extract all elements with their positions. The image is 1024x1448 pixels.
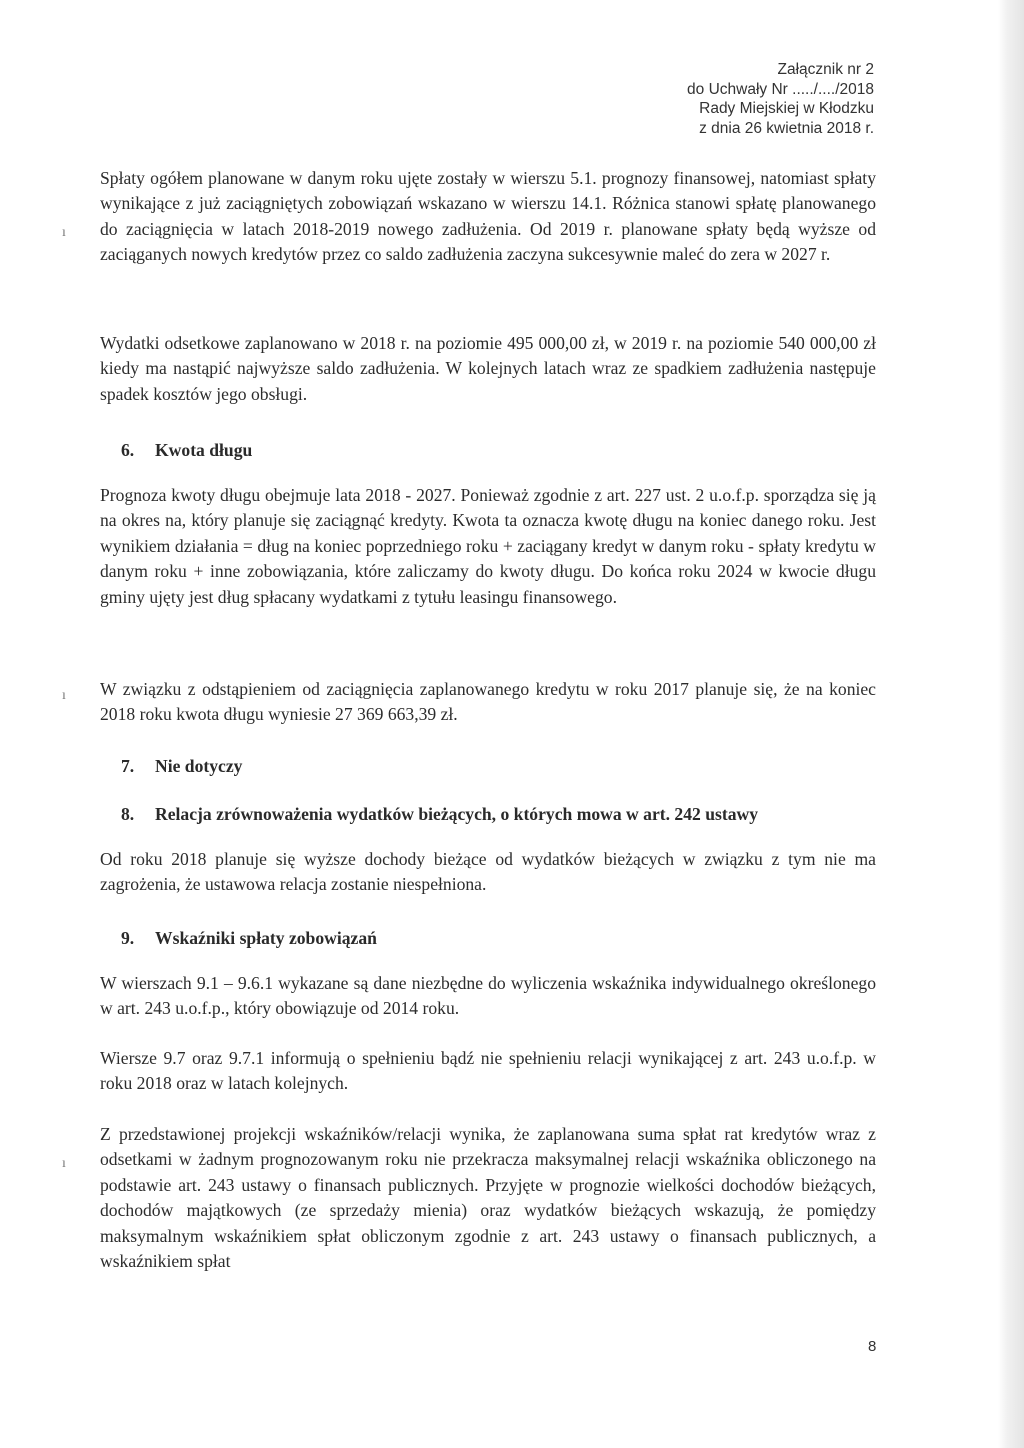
header-date: z dnia 26 kwietnia 2018 r. xyxy=(699,119,874,137)
section-title: Wskaźniki spłaty zobowiązań xyxy=(155,928,377,948)
section-number: 7. xyxy=(121,756,135,776)
paragraph-current-balance: Od roku 2018 planuje się wyższe dochody bieżące od wydatków bieżących w związku z tym nie ma zagrożenia, że ustawowa relacja zostanie niespełniona. xyxy=(100,849,876,895)
paragraph-rows-9-1: W wierszach 9.1 – 9.6.1 wykazane są dane niezbędne do wyliczenia wskaźnika indywidualnego określonego w art. 243 u.o.f.p., który obowiązuje od 2014 roku. xyxy=(100,973,876,1019)
section-heading-9 xyxy=(121,926,377,951)
section-title: Nie dotyczy xyxy=(155,756,243,776)
header-resolution-number: do Uchwały Nr ...../..../2018 xyxy=(687,80,874,98)
section-heading-6 xyxy=(121,438,252,463)
paragraph-rows-9-7: Wiersze 9.7 oraz 9.7.1 informują o spełnieniu bądź nie spełnieniu relacji wynikającej z art. 243 u.o.f.p. w roku 2018 oraz w latach kolejnych. xyxy=(100,1048,876,1094)
section-heading-8 xyxy=(121,802,758,827)
header-attachment-number: Załącznik nr 2 xyxy=(777,61,874,78)
scan-edge-shadow xyxy=(998,0,1024,1448)
page-number: 8 xyxy=(868,1338,877,1355)
paragraph-repayments: Spłaty ogółem planowane w danym roku ujęte zostały w wierszu 5.1. prognozy finansowej, natomiast spłaty wynikające z już zaciągniętych zobowiązań wskazano w wierszu 14.1. Różnica stanowi spłatę planowanego do zaciągnięcia w latach 2018-2019 nowego zadłużenia. Od 2019 r. planowane spłaty będą wyższe od zaciąganych nowych kredytów przez co saldo zadłużenia zaczyna sukcesywnie maleć do zera w 2027 r. xyxy=(100,168,876,265)
section-number: 8. xyxy=(121,804,135,824)
paragraph-debt-forecast: Prognoza kwoty długu obejmuje lata 2018 - 2027. Ponieważ zgodnie z art. 227 ust. 2 u.o.f.p. sporządza się ją na okres na, który planuje się zaciągnąć kredyty. Kwota ta oznacza kwotę długu na koniec danego roku. Jest wynikiem działania = dług na koniec poprzedniego roku + zaciągany kredyt w danym roku - spłaty kredytu w danym roku + inne zobowiązania, które zaliczamy do kwoty długu. Do końca roku 2024 w kwocie długu gminy ujęty jest dług spłacany wydatkami z tytułu leasingu finansowego. xyxy=(100,485,876,607)
scan-speck: ı xyxy=(62,688,66,703)
section-title: Relacja zrównoważenia wydatków bieżących, o których mowa w art. 242 ustawy xyxy=(155,804,758,824)
attachment-header xyxy=(687,60,874,138)
scan-speck: ı xyxy=(62,225,66,240)
paragraph-interest-expenses: Wydatki odsetkowe zaplanowano w 2018 r. na poziomie 495 000,00 zł, w 2019 r. na poziomie 540 000,00 zł kiedy ma nastąpić najwyższe saldo zadłużenia. W kolejnych latach wraz ze spadkiem zadłużenia następuje spadek kosztów jego obsługi. xyxy=(100,333,876,404)
section-heading-7 xyxy=(121,754,242,779)
scan-speck: ı xyxy=(62,1156,66,1171)
section-title: Kwota długu xyxy=(155,440,253,460)
section-number: 9. xyxy=(121,928,135,948)
paragraph-indicator-projection: Z przedstawionej projekcji wskaźników/relacji wynika, że zaplanowana suma spłat rat kredytów wraz z odsetkami w żadnym prognozowanym roku nie przekracza maksymalnej relacji wskaźnika obliczonego na podstawie art. 243 ustawy o finansach publicznych. Przyjęte w prognozie wielkości dochodów bieżących, dochodów majątkowych (ze sprzedaży mienia) oraz wydatków bieżących wskazują, że pomiędzy maksymalnym wskaźnikiem spłat obliczonym zgodnie z art. 243 ustawy o finansach publicznych, a wskaźnikiem spłat xyxy=(100,1124,876,1272)
paragraph-debt-2018: W związku z odstąpieniem od zaciągnięcia zaplanowanego kredytu w roku 2017 planuje się, że na koniec 2018 roku kwota długu wyniesie 27 369 663,39 zł. xyxy=(100,679,876,725)
section-number: 6. xyxy=(121,440,135,460)
header-council-name: Rady Miejskiej w Kłodzku xyxy=(699,100,874,117)
